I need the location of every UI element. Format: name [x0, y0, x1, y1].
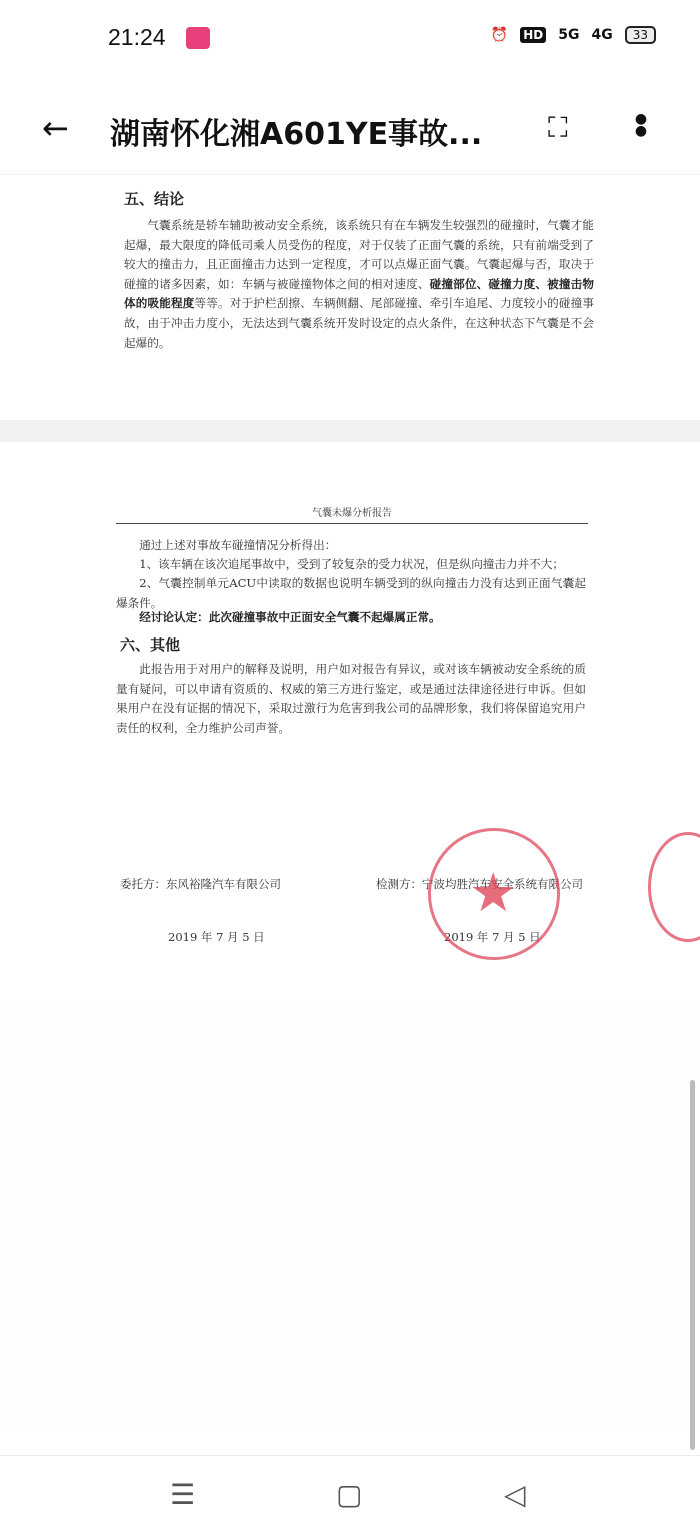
home-icon[interactable]: ▢: [336, 1478, 363, 1511]
blank-area: [0, 1002, 700, 1430]
menu-icon[interactable]: ☰: [170, 1478, 196, 1511]
alarm-icon: ⏰: [490, 27, 509, 43]
more-options-icon[interactable]: ● ●: [634, 111, 648, 139]
client-date: 2019 年 7 月 5 日: [168, 930, 265, 944]
tester-date: 2019 年 7 月 5 日: [444, 930, 541, 944]
client-signature: 委托方：东风裕隆汽车有限公司: [120, 877, 281, 891]
navigation-bar: [0, 1455, 700, 1540]
battery-icon: 33: [625, 26, 656, 44]
fullscreen-icon[interactable]: ⛶: [548, 111, 568, 144]
app-header: [0, 75, 700, 175]
other-paragraph: 此报告用于对用户的解释及说明，用户如对报告有异议，或对该车辆被动安全系统的质量有疑问，可以申请有资质的、权威的第三方进行鉴定，或是通过法律途径进行申诉。但如果用户在没有证据的情况下，采取过激行为危害到我公司的品牌形象，我们将保留追究用户责任的权利，全力维护公司声誉。: [116, 662, 586, 735]
analysis-item-1: 1、该车辆在该次追尾事故中，受到了较复杂的受力状况，但是纵向撞击力并不大；: [139, 557, 564, 571]
scrollbar[interactable]: [690, 1080, 695, 1450]
bold-text: 碰撞部位、碰撞力度、被撞击物体的吸能程度: [124, 276, 594, 311]
status-bar: [0, 0, 700, 75]
star-icon: ★: [469, 861, 518, 924]
document-page-1: [0, 176, 700, 420]
text: 气囊系统是轿车辅助被动安全系统，该系统只有在车辆发生较强烈的碰撞时，气囊才能起爆，最大限度的降低司乘人员受伤的程度，对于仅装了正面气囊的系统，只有前端受到了较大的撞击力，且正面撞击力达到一定程度，才可以点爆正面气囊。气囊起爆与否，取决于碰撞的诸多因素，如：车辆与被碰撞物体之间的相对速度、: [124, 218, 594, 291]
analysis-item-2: 2、气囊控制单元ACU中读取的数据也说明车辆受到的纵向撞击力没有达到正面气囊起爆条件。: [116, 576, 586, 610]
status-time: 21:24: [108, 24, 166, 50]
status-icons: [491, 26, 656, 44]
document-page-2: [0, 442, 700, 1002]
signal-4g-icon: 4G: [591, 27, 613, 43]
app-notification-icon: [186, 27, 210, 49]
conclusion-statement: 经讨论认定：此次碰撞事故中正面安全气囊不起爆属正常。: [139, 610, 441, 624]
section-heading: 五、结论: [124, 190, 185, 208]
text: 等等。对于护栏刮擦、车辆侧翻、尾部碰撞、牵引车追尾、力度较小的碰撞事故，由于冲击力度小，无法达到气囊系统开发时设定的点火条件，在这种状态下气囊是不会起爆的。: [124, 296, 594, 350]
company-seal: [428, 828, 560, 960]
partial-seal: [648, 832, 700, 942]
document-title: 湖南怀化湘A601YE事故...: [110, 117, 483, 152]
hd-icon: HD: [520, 27, 546, 43]
analysis-intro: 通过上述对事故车碰撞情况分析得出：: [139, 538, 337, 552]
signal-5g-icon: 5G: [558, 27, 580, 43]
running-head: 气囊未爆分析报告: [116, 504, 588, 524]
conclusion-paragraph: [124, 216, 594, 353]
page-gap: [0, 420, 700, 442]
back-button[interactable]: ←: [42, 109, 69, 147]
section-heading: 六、其他: [120, 636, 181, 654]
tester-signature: 检测方：宁波均胜汽车安全系统有限公司: [376, 877, 583, 891]
back-nav-icon[interactable]: ◁: [504, 1478, 526, 1511]
